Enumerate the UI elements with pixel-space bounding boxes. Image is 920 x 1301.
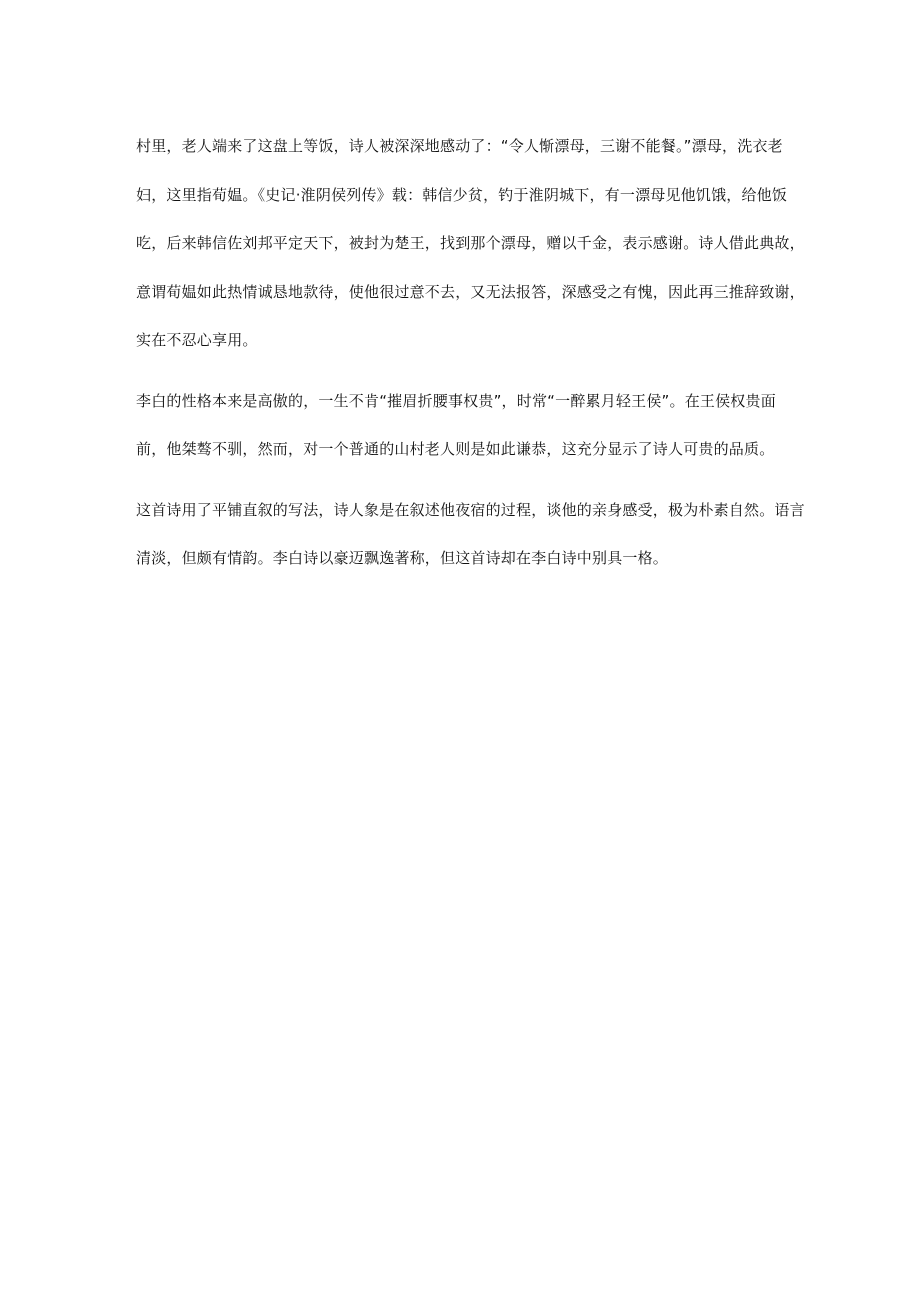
text-line: 村里，老人端来了这盘上等饭，诗人被深深地感动了：“令人惭漂母，三谢不能餐。”漂母，洗衣老	[136, 137, 783, 155]
text-line: 妇，这里指荀媪。《史记·淮阴侯列传》载：韩信少贫，钓于淮阴城下，有一漂母见他饥饿，给他饭	[136, 185, 788, 204]
text-line: 意谓荀媪如此热情诚恳地款待，使他很过意不去，又无法报答，深感受之有愧，因此再三推辞致谢，	[136, 282, 805, 301]
paragraph-3	[136, 494, 805, 591]
text-line: 实在不忍心享用。	[136, 331, 258, 349]
document-body	[136, 130, 805, 603]
paragraph-2	[136, 385, 786, 482]
text-line: 前，他桀骜不驯，然而，对一个普通的山村老人则是如此谦恭，这充分显示了诗人可贵的品质。	[136, 440, 775, 458]
text-line: 这首诗用了平铺直叙的写法，诗人象是在叙述他夜宿的过程，谈他的亲身感受，极为朴素自然。语言	[136, 500, 805, 519]
text-line: 清淡，但颇有情韵。李白诗以豪迈飘逸著称，但这首诗却在李白诗中别具一格。	[136, 549, 669, 567]
text-line: 吃，后来韩信佐刘邦平定天下，被封为楚王，找到那个漂母，赠以千金，表示感谢。诗人借此典故，	[136, 234, 805, 252]
paragraph-1	[136, 130, 805, 373]
text-line: 李白的性格本来是高傲的，一生不肯“摧眉折腰事权贵”，时常“一醉累月轻王侯”。在王侯权贵面	[136, 391, 776, 410]
